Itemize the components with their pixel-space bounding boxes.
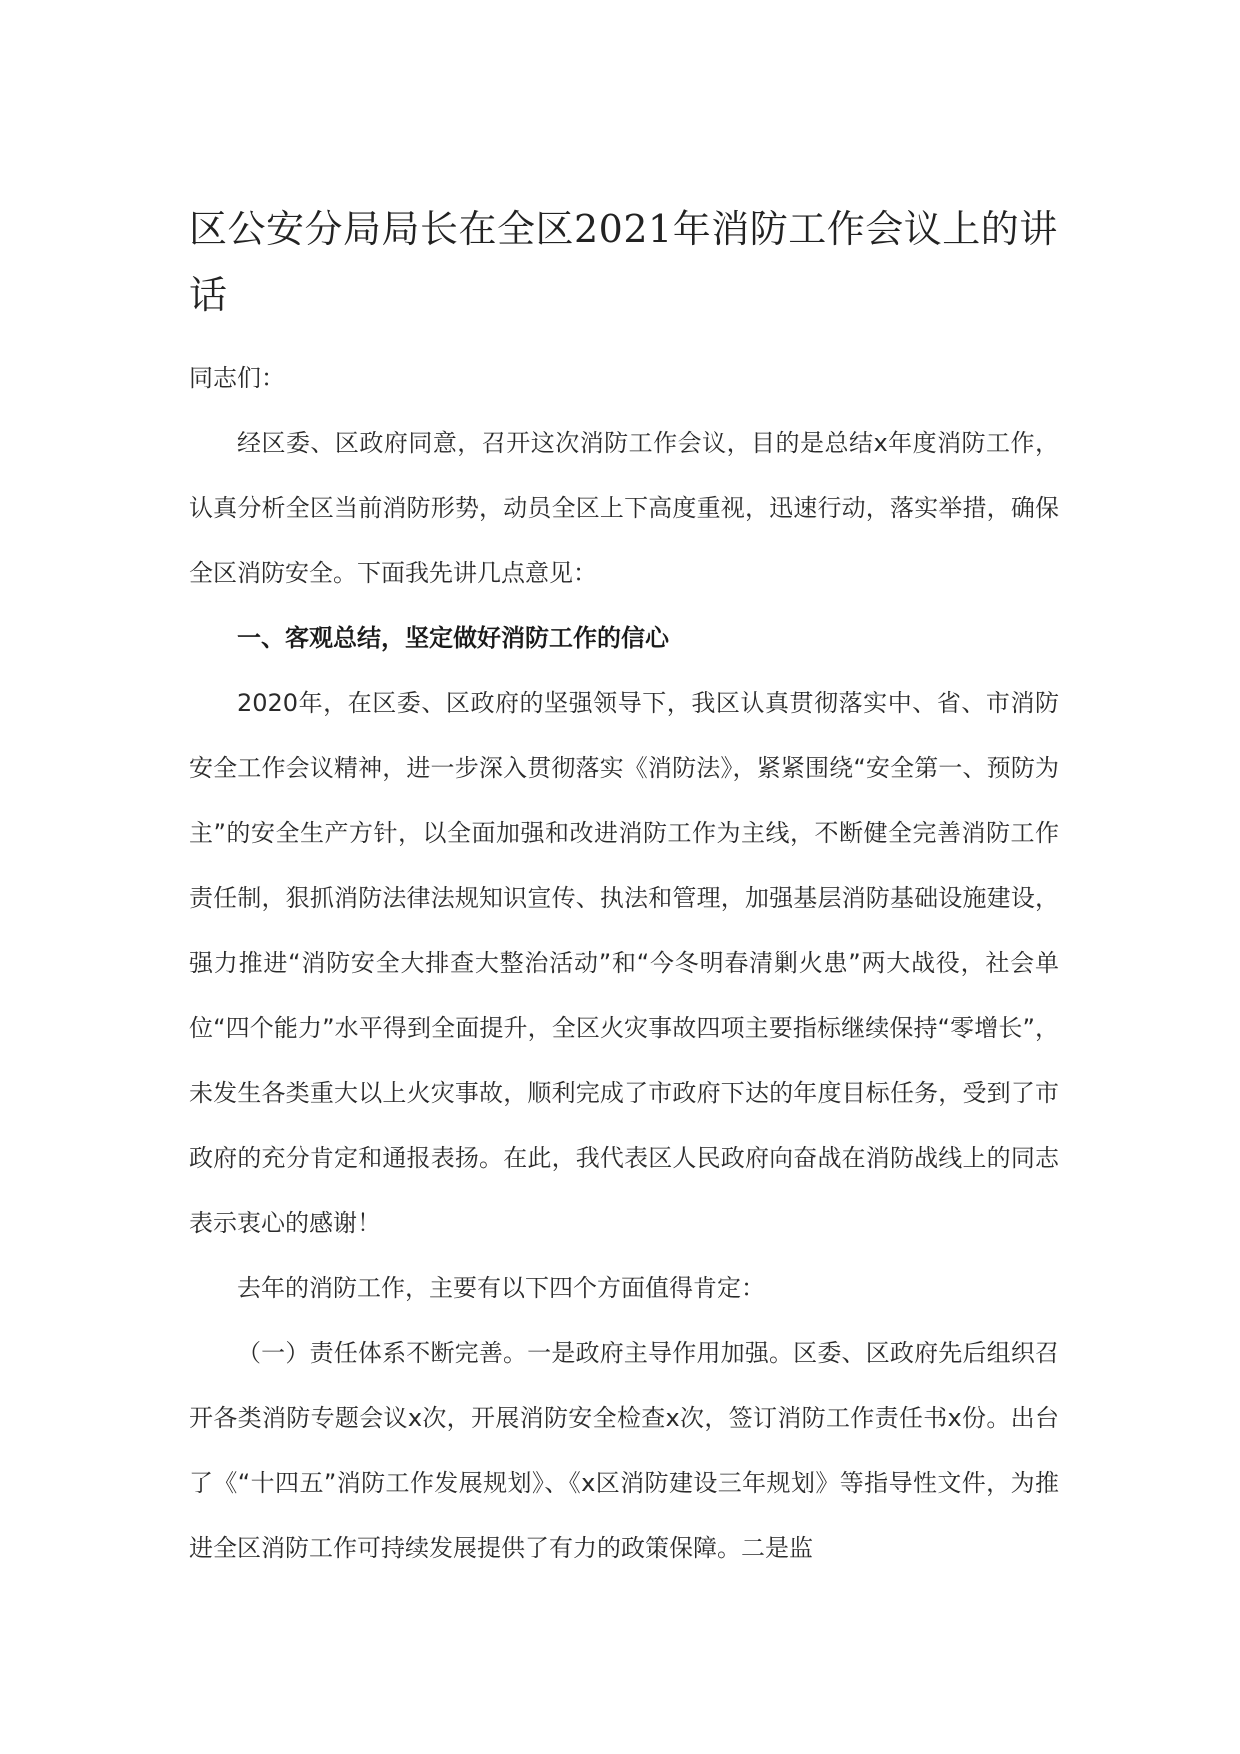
paragraph-summary: 2020年，在区委、区政府的坚强领导下，我区认真贯彻落实中、省、市消防安全工作会议精神，进一步深入贯彻落实《消防法》，紧紧围绕“安全第一、预防为主”的安全生产方针，以全面加强和改进消防工作为主线，不断健全完善消防工作责任制，狠抓消防法律法规知识宣传、执法和管理，加强基层消防基础设施建设，强力推进“消防安全大排查大整治活动”和“今冬明春清剿火患”两大战役，社会单位“四个能力”水平得到全面提升，全区火灾事故四项主要指标继续保持“零增长”，未发生各类重大以上火灾事故，顺利完成了市政府下达的年度目标任务，受到了市政府的充分肯定和通报表扬。在此，我代表区人民政府向奋战在消防战线上的同志表示衷心的感谢！: [189, 689, 1059, 1237]
paragraph-responsibility-system: （一）责任体系不断完善。一是政府主导作用加强。区委、区政府先后组织召开各类消防专题会议x次，开展消防安全检查x次，签订消防工作责任书x份。出台了《“十四五”消防工作发展规划》、《x区消防建设三年规划》等指导性文件，为推进全区消防工作可持续发展提供了有力的政策保障。二是监: [189, 1339, 1059, 1562]
salutation: 同志们：: [189, 364, 285, 392]
document-body: [189, 196, 1059, 1581]
section-heading: 一、客观总结，坚定做好消防工作的信心: [237, 624, 669, 652]
paragraph-intro: 经区委、区政府同意，召开这次消防工作会议，目的是总结x年度消防工作，认真分析全区当前消防形势，动员全区上下高度重视，迅速行动，落实举措，确保全区消防安全。下面我先讲几点意见：: [189, 429, 1059, 587]
paragraph-four-aspects: 去年的消防工作，主要有以下四个方面值得肯定：: [237, 1274, 765, 1302]
document-title: 区公安分局局长在全区2021年消防工作会议上的讲话: [189, 207, 1058, 317]
